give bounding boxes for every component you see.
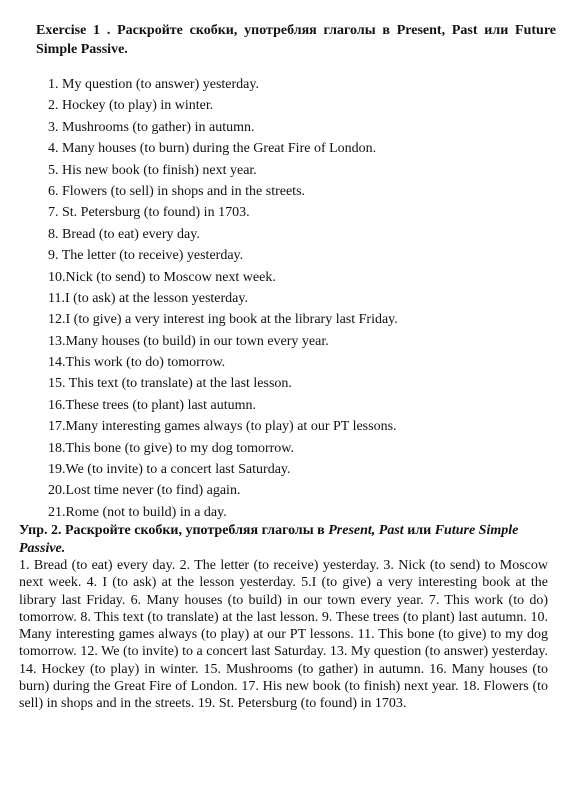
- list-item: 9. The letter (to receive) yesterday.: [48, 248, 244, 264]
- list-item: 5. His new book (to finish) next year.: [48, 162, 257, 178]
- list-item: 1. My question (to answer) yesterday.: [48, 77, 259, 92]
- list-item: 2. Hockey (to play) in winter.: [48, 98, 214, 114]
- exercise-2-tenses-a: Present, Past: [328, 523, 404, 538]
- list-item: 19.We (to invite) to a concert last Saturday.: [48, 462, 291, 478]
- exercise-2-title: [19, 522, 559, 558]
- list-item: 10.Nick (to send) to Moscow next week.: [48, 269, 276, 285]
- exercise-2-title-or: или: [403, 523, 435, 538]
- list-item: 13.Many houses (to build) in our town every year.: [48, 333, 329, 349]
- list-item: 20.Lost time never (to find) again.: [48, 483, 241, 499]
- list-item: 12.I (to give) a very interest ing book at the library last Friday.: [48, 312, 398, 328]
- exercise-2-body: 1. Bread (to eat) every day. 2. The letter (to receive) yesterday. 3. Nick (to send) to Moscow next week. 4. I (to ask) at the lesson yesterday. 5.I (to give) a very interesting book at the library last Friday. 6. Many houses (to build) in our town every year. 7. This work (to do) tomorrow. 8. This text (to translate) at the last lesson. 9. These trees (to plant) last autumn. 10. Many interesting games always (to play) at our PT lessons. 11. This bone (to give) to my dog tomorrow. 12. We (to invite) to a concert last Saturday. 13. My question (to answer) yesterday. 14. Hockey (to play) in winter. 15. Mushrooms (to gather) in autumn. 16. Many houses (to burn) during the Great Fire of London. 17. His new book (to finish) next year. 18. Flowers (to sell) in shops and in the streets. 19. St. Petersburg (to found) in 1703.: [19, 558, 548, 712]
- exercise-1-list: [48, 74, 398, 523]
- list-item: 4. Many houses (to burn) during the Great Fire of London.: [48, 141, 377, 157]
- exercise-1-title: Exercise 1 . Раскройте скобки, употребляя глаголы в Present, Past или Future Simple Passive.: [36, 23, 556, 57]
- list-item: 15. This text (to translate) at the last lesson.: [48, 376, 292, 392]
- list-item: 18.This bone (to give) to my dog tomorrow.: [48, 440, 295, 456]
- list-item: 7. St. Petersburg (to found) in 1703.: [48, 205, 250, 221]
- list-item: 3. Mushrooms (to gather) in autumn.: [48, 119, 255, 135]
- exercise-2-tenses-b: Future Simple Passive.: [19, 523, 519, 556]
- list-item: 8. Bread (to eat) every day.: [48, 226, 200, 242]
- list-item: 16.These trees (to plant) last autumn.: [48, 397, 256, 413]
- list-item: 21.Rome (not to build) in a day.: [48, 504, 227, 520]
- list-item: 17.Many interesting games always (to play) at our PT lessons.: [48, 419, 397, 435]
- list-item: 11.I (to ask) at the lesson yesterday.: [48, 290, 248, 306]
- exercise-2-title-prefix: Упр. 2. Раскройте скобки, употребляя глаголы в: [19, 523, 329, 538]
- list-item: 14.This work (to do) tomorrow.: [48, 355, 226, 371]
- list-item: 6. Flowers (to sell) in shops and in the streets.: [48, 183, 306, 199]
